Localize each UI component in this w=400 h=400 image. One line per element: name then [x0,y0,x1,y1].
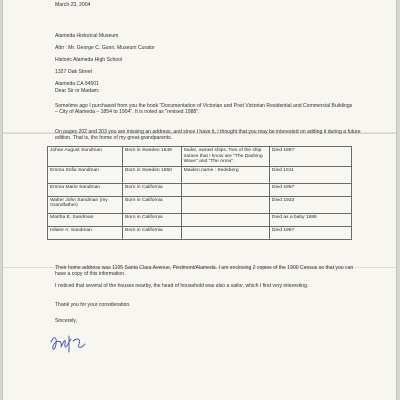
paragraph-missing-address: On pages 202 and 203 you are missing an address, and since I have it, I thought that you may be interested on adding it during a future edition. That is, the home of my great-grandparents. [55,129,361,141]
table-cell-note [181,226,269,239]
table-cell-name: Johan August Sandman [48,147,123,167]
recipient-line: Historic Alameda High School [55,57,123,63]
table-cell-death: Died 1967 [269,226,351,239]
table-cell-birth: Born in Sweden 1850 [123,166,182,183]
salutation: Dear Sir or Madam: [55,88,100,94]
table-cell-note: Maiden name : Sedeberg [181,166,269,183]
table-cell-name: Hilaire A. Sandman [48,226,123,239]
table-cell-death: Died 1967 [269,183,351,196]
paragraph-book-purchase: Sometime ago I purchased from you the book "Documentation of Victorian and Post Victorian Residential and Commercial Buildings – City of Alameda – 1854 to 1904". It is noted as "revised 1988". [55,103,353,115]
table-cell-birth: Born in California [123,226,182,239]
recipient-line: Attn : Mr. George C. Gunn, Museum Curator [55,45,155,51]
letter-page [3,0,396,400]
table-row [48,147,352,167]
table-cell-note [181,196,269,213]
recipient-address [55,27,155,93]
table-cell-note [181,213,269,226]
table-row [48,226,352,239]
table-cell-birth: Born in California [123,196,182,213]
table-row [48,213,352,226]
letter-date: March 23, 2004 [55,2,91,8]
paragraph-home-address: Their home address was 1105 Santa Clara Avenue, Piedmont/Alameda. I am enclosing 2 copies of the 1900 Census so that you can have a copy of this information. [55,265,354,277]
table-cell-death: Died 1933 [269,196,351,213]
table-cell-death: Died 1911 [269,166,351,183]
table-row [48,166,352,183]
recipient-line: Alameda CA 94501 [55,81,99,87]
recipient-line: 1327 Oak Street [55,69,93,75]
paragraph-thanks: Thank you for your consideration. [55,302,131,308]
table-cell-death: Died 1897 [269,147,351,167]
table-row [48,196,352,213]
table-cell-name: Martha E. Sandman [48,213,123,226]
table-cell-name: Emma Marie Sandman [48,183,123,196]
table-cell-name: Walter John Sandman (my Grandfather) [48,196,123,213]
table-cell-death: Died as a baby 1886 [269,213,351,226]
table-cell-birth: Born in Sweden 1849 [123,147,182,167]
table-cell-birth: Born in California [123,213,182,226]
table-cell-note: Sailor, owned ships. Two of the ship names that I know are "The Dashing Wave" and "The Anna". [181,147,269,167]
family-table [47,146,352,240]
closing: Sincerely, [55,318,77,324]
table-cell-note [181,183,269,196]
paragraph-sailors: I noticed that several of the houses nearby, the head of household was also a sailor, which I find very interesting. [55,283,309,289]
handwritten-signature [48,332,88,354]
table-row [48,183,352,196]
table-cell-name: Emma Sofia Sandman [48,166,123,183]
recipient-line: Alameda Historical Museum [55,33,119,39]
table-cell-birth: Born in California [123,183,182,196]
